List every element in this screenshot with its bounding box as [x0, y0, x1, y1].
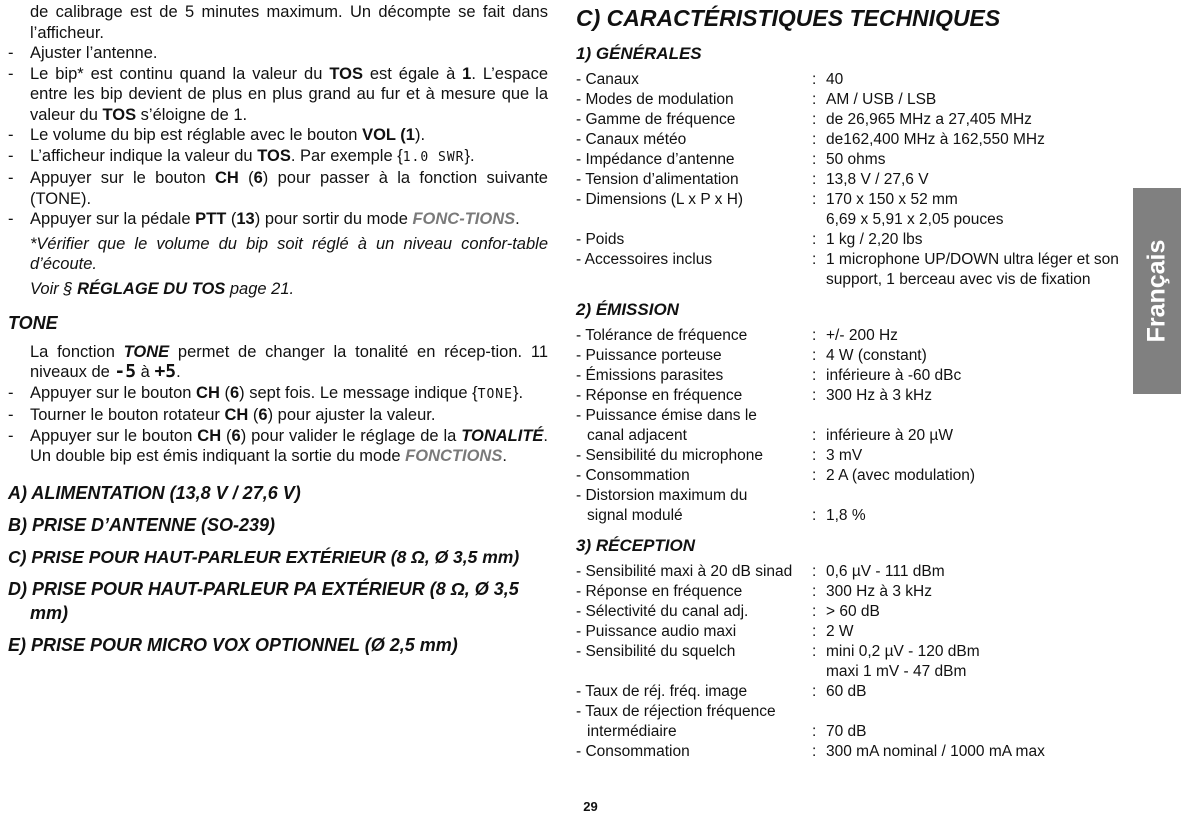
spec-row [576, 582, 1126, 602]
spec-colon: : [812, 131, 817, 148]
spec-colon: : [812, 743, 817, 760]
spec-label: - Canaux météo [576, 131, 687, 148]
heading-e: E) PRISE POUR MICRO VOX OPTIONNEL (Ø 2,5 mm) [8, 634, 458, 655]
spec-value: 60 dB [826, 683, 867, 700]
spec-label: - Sélectivité du canal adj. [576, 603, 749, 620]
spec-colon: : [812, 603, 817, 620]
spec-value: 1 kg / 2,20 lbs [826, 231, 923, 248]
reception-spec-table [576, 562, 1126, 762]
lcd-text: -5 [114, 361, 137, 382]
spec-row [576, 446, 1126, 466]
spec-value: 1 microphone UP/DOWN ultra léger et son support, 1 berceau avec vis de fixation [826, 251, 1119, 288]
tone-intro: La fonction TONE permet de changer la tonalité en récep-tion. 11 niveaux de -5 à +5. [30, 342, 548, 382]
spec-row [576, 466, 1126, 486]
heading-c: C) PRISE POUR HAUT-PARLEUR EXTÉRIEUR (8 Ω, Ø 3,5 mm) [8, 546, 520, 567]
spec-row [576, 130, 1126, 150]
spec-label: - Tolérance de fréquence [576, 327, 748, 344]
spec-label: - Réponse en fréquence [576, 583, 743, 600]
list-item: - Le bip* est continu quand la valeur du TOS est égale à 1. L’espace entre les bip devient de plus en plus grand au fur et à mesure que la valeur du TOS s’éloigne de 1. [8, 64, 548, 126]
spec-colon: : [812, 427, 817, 444]
spec-value: 2 W [826, 623, 854, 640]
spec-row [576, 110, 1126, 130]
spec-value: AM / USB / LSB [826, 91, 937, 108]
spec-value: > 60 dB [826, 603, 880, 620]
spec-value: 170 x 150 x 52 mm 6,69 x 5,91 x 2,05 pouces [826, 191, 1004, 228]
list-item: - Tourner le bouton rotateur CH (6) pour ajuster la valeur. [8, 405, 548, 426]
spec-row [576, 602, 1126, 622]
spec-label: - Modes de modulation [576, 91, 734, 108]
spec-label: - Puissance porteuse [576, 347, 722, 364]
spec-value: de162,400 MHz à 162,550 MHz [826, 131, 1045, 148]
list-item: - Appuyer sur la pédale PTT (13) pour sortir du mode FONC-TIONS. [8, 209, 548, 230]
spec-colon: : [812, 151, 817, 168]
page-number: 29 [583, 799, 598, 814]
spec-label: - Puissance émise dans le canal adjacent [576, 407, 757, 444]
heading-b: B) PRISE D’ANTENNE (SO-239) [8, 514, 276, 535]
specs-title: C) CARACTÉRISTIQUES TECHNIQUES [576, 5, 1001, 31]
spec-label: - Distorsion maximum du signal modulé [576, 487, 748, 524]
see-reference: Voir § RÉGLAGE DU TOS page 21. [30, 279, 295, 298]
spec-value: 0,6 µV - 111 dBm [826, 563, 945, 580]
paragraph-continuation: de calibrage est de 5 minutes maximum. Un décompte se fait dans l’afficheur. [30, 3, 548, 42]
spec-colon: : [812, 387, 817, 404]
spec-label: - Sensibilité du squelch [576, 643, 736, 660]
heading-a: A) ALIMENTATION (13,8 V / 27,6 V) [8, 482, 301, 503]
list-item: - Appuyer sur le bouton CH (6) pour passer à la fonction suivante (TONE). [8, 168, 548, 209]
spec-label: - Dimensions (L x P x H) [576, 191, 744, 208]
spec-row [576, 386, 1126, 406]
left-column [8, 2, 548, 665]
spec-label: - Poids [576, 231, 625, 248]
spec-label: - Puissance audio maxi [576, 623, 737, 640]
spec-row [576, 250, 1126, 290]
spec-value: 40 [826, 71, 844, 88]
spec-row [576, 486, 1126, 526]
spec-label: - Réponse en fréquence [576, 387, 743, 404]
spec-row [576, 170, 1126, 190]
spec-colon: : [812, 467, 817, 484]
list-item: - Ajuster l’antenne. [8, 43, 548, 64]
spec-row [576, 622, 1126, 642]
spec-row [576, 642, 1126, 682]
spec-row [576, 742, 1126, 762]
lcd-text: TONE [477, 386, 513, 402]
spec-value: inférieure à -60 dBc [826, 367, 962, 384]
spec-row [576, 682, 1126, 702]
spec-colon: : [812, 563, 817, 580]
spec-colon: : [812, 683, 817, 700]
list-item: - Appuyer sur le bouton CH (6) sept fois. Le message indique {TONE}. [8, 383, 548, 406]
spec-value: 70 dB [826, 723, 867, 740]
spec-label: - Sensibilité maxi à 20 dB sinad [576, 563, 793, 580]
spec-row [576, 150, 1126, 170]
spec-row [576, 702, 1126, 742]
spec-label: - Consommation [576, 743, 690, 760]
list-item: - Le volume du bip est réglable avec le bouton VOL (1). [8, 125, 548, 146]
spec-colon: : [812, 191, 817, 208]
spec-label: - Taux de réj. fréq. image [576, 683, 748, 700]
spec-colon: : [812, 447, 817, 464]
tone-heading: TONE [8, 313, 58, 333]
spec-colon: : [812, 723, 817, 740]
spec-row [576, 366, 1126, 386]
spec-label: - Sensibilité du microphone [576, 447, 763, 464]
emission-spec-table [576, 326, 1126, 526]
spec-label: - Consommation [576, 467, 690, 484]
spec-value: inférieure à 20 µW [826, 427, 953, 444]
spec-value: 300 Hz à 3 kHz [826, 583, 932, 600]
spec-value: +/- 200 Hz [826, 327, 898, 344]
spec-colon: : [812, 367, 817, 384]
reception-heading: 3) RÉCEPTION [576, 536, 696, 555]
lcd-text: +5 [154, 361, 177, 382]
spec-colon: : [812, 111, 817, 128]
lcd-text: 1.0 SWR [402, 149, 465, 165]
spec-value: 3 mV [826, 447, 863, 464]
spec-colon: : [812, 643, 817, 660]
spec-colon: : [812, 231, 817, 248]
general-heading: 1) GÉNÉRALES [576, 44, 702, 63]
spec-value: 50 ohms [826, 151, 886, 168]
note: *Vérifier que le volume du bip soit réglé à un niveau confor-table d’écoute. [30, 234, 548, 273]
spec-colon: : [812, 251, 817, 268]
spec-colon: : [812, 171, 817, 188]
spec-value: mini 0,2 µV - 120 dBm maxi 1 mV - 47 dBm [826, 643, 980, 680]
spec-value: 300 mA nominal / 1000 mA max [826, 743, 1045, 760]
spec-row [576, 346, 1126, 366]
spec-colon: : [812, 91, 817, 108]
right-column [576, 2, 1136, 762]
spec-label: - Gamme de fréquence [576, 111, 736, 128]
spec-value: de 26,965 MHz a 27,405 MHz [826, 111, 1032, 128]
spec-label: - Tension d’alimentation [576, 171, 739, 188]
spec-row [576, 406, 1126, 446]
spec-value: 4 W (constant) [826, 347, 927, 364]
spec-row [576, 562, 1126, 582]
heading-d: D) PRISE POUR HAUT-PARLEUR PA EXTÉRIEUR (8 Ω, Ø 3,5 mm) [8, 578, 519, 623]
general-spec-table [576, 70, 1126, 290]
spec-value: 13,8 V / 27,6 V [826, 171, 929, 188]
spec-colon: : [812, 327, 817, 344]
spec-colon: : [812, 347, 817, 364]
spec-value: 1,8 % [826, 507, 866, 524]
spec-label: - Accessoires inclus [576, 251, 713, 268]
spec-row [576, 230, 1126, 250]
spec-value: 2 A (avec modulation) [826, 467, 976, 484]
spec-row [576, 90, 1126, 110]
spec-colon: : [812, 583, 817, 600]
spec-value: 300 Hz à 3 kHz [826, 387, 932, 404]
list-item: - L’afficheur indique la valeur du TOS. Par exemple {1.0 SWR}. [8, 146, 548, 169]
spec-label: - Impédance d’antenne [576, 151, 735, 168]
spec-colon: : [812, 623, 817, 640]
emission-heading: 2) ÉMISSION [576, 300, 679, 319]
language-tab: Français [1133, 188, 1181, 394]
spec-row [576, 326, 1126, 346]
spec-label: - Canaux [576, 71, 639, 88]
spec-row [576, 190, 1126, 230]
spec-colon: : [812, 507, 817, 524]
spec-label: - Émissions parasites [576, 367, 724, 384]
spec-colon: : [812, 71, 817, 88]
spec-row [576, 70, 1126, 90]
spec-label: - Taux de réjection fréquence intermédiaire [576, 703, 776, 740]
list-item: - Appuyer sur le bouton CH (6) pour valider le réglage de la TONALITÉ. Un double bip est émis indiquant la sortie du mode FONCTIONS. [8, 426, 548, 467]
